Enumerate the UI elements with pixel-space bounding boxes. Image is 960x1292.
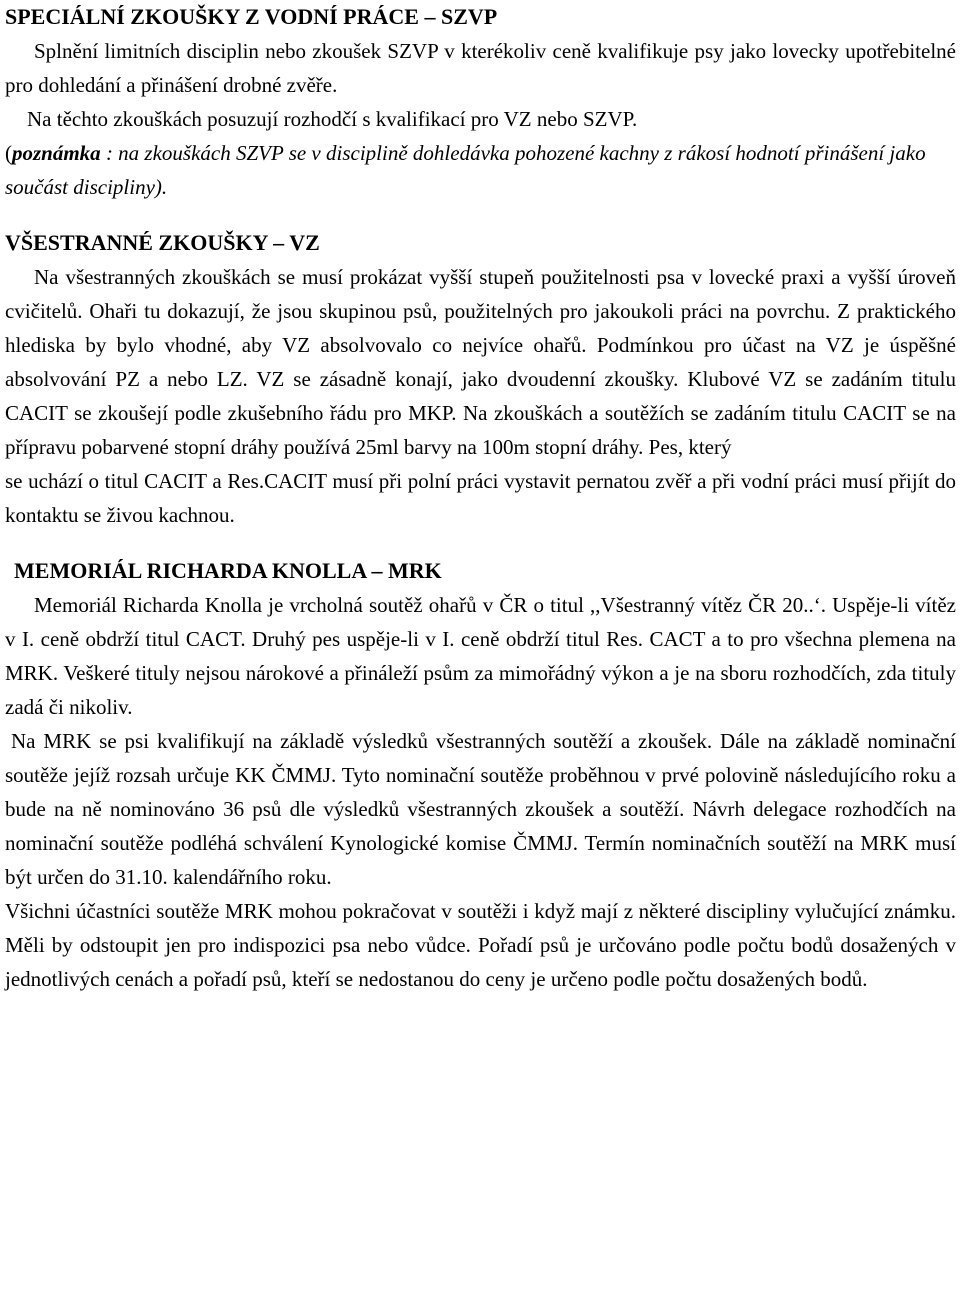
note-label: poznámka xyxy=(12,141,101,165)
spacer xyxy=(5,204,956,226)
paragraph-vz-cacit: se uchází o titul CACIT a Res.CACIT musí při polní práci vystavit pernatou zvěř a při vodní práci musí přijít do kontaktu se živou kachnou. xyxy=(5,469,956,527)
section-mrk xyxy=(5,554,956,996)
paragraph-vz-main: Na všestranných zkouškách se musí prokázat vyšší stupeň použitelnosti psa v lovecké praxi a vyšší úroveň cvičitelů. Ohaři tu dokazují, že jsou skupinou psů, použitelných pro jakoukoli práci na povrchu. Z praktického hlediska by bylo vhodné, aby VZ absolvovalo co nejvíce ohařů. Podmínkou pro účast na VZ je úspěšné absolvování PZ a nebo LZ. VZ se zásadně konají, jako dvoudenní zkoušky. Klubové VZ se zadáním titulu CACIT se zkoušejí podle zkušebního řádu pro MKP. Na zkouškách a soutěžích se zadáním titulu CACIT se na přípravu pobarvené stopní dráhy používá 25ml barvy na 100m stopní dráhy. Pes, který xyxy=(5,265,956,459)
paragraph-mrk-intro: Memoriál Richarda Knolla je vrcholná soutěž ohařů v ČR o titul ,,Všestranný vítěz ČR 20..‘. Uspěje-li vítěz v I. ceně obdrží titul CACT. Druhý pes uspěje-li v I. ceně obdrží titul Res. CACT a to pro všechna plemena na MRK. Veškeré tituly nejsou nárokové a přináleží psům za mimořádný výkon a je na sboru rozhodčích, zda tituly zadá či nikoliv. xyxy=(5,593,956,719)
note-text: : na zkouškách SZVP se v disciplině dohledávka pohozené kachny z rákosí hodnotí přinášení jako součást discipliny). xyxy=(5,141,926,199)
paragraph-szvp-qualification: Splnění limitních disciplin nebo zkoušek SZVP v kterékoliv ceně kvalifikuje psy jako lovecky upotřebitelné pro dohledání a přinášení drobné zvěře. xyxy=(5,39,956,97)
note-open: ( xyxy=(5,141,12,165)
paragraph-mrk-participants: Všichni účastníci soutěže MRK mohou pokračovat v soutěži i když mají z některé discipliny vylučující známku. Měli by odstoupit jen pro indispozici psa nebo vůdce. Pořadí psů je určováno podle počtu bodů dosažených v jednotlivých cenách a pořadí psů, kteří se nedostanou do ceny je určeno podle počtu dosažených bodů. xyxy=(5,899,956,991)
paragraph-szvp-judges: Na těchto zkouškách posuzují rozhodčí s kvalifikací pro VZ nebo SZVP. xyxy=(27,107,638,131)
section-heading-mrk: MEMORIÁL RICHARDA KNOLLA – MRK xyxy=(14,558,442,583)
section-szvp xyxy=(5,0,956,204)
paragraph-mrk-qualification: Na MRK se psi kvalifikují na základě výsledků všestranných soutěží a zkoušek. Dále na základě nominační soutěže jejíž rozsah určuje KK ČMMJ. Tyto nominační soutěže proběhnou v prvé polovině následujícího roku a bude na ně nominováno 36 psů dle výsledků všestranných zkoušek a soutěží. Návrh delegace rozhodčích na nominační soutěže podléhá schválení Kynologické komise ČMMJ. Termín nominačních soutěží na MRK musí být určen do 31.10. kalendářního roku. xyxy=(5,729,956,889)
section-heading-vz: VŠESTRANNÉ ZKOUŠKY – VZ xyxy=(5,230,320,255)
section-heading-szvp: SPECIÁLNÍ ZKOUŠKY Z VODNÍ PRÁCE – SZVP xyxy=(5,4,498,29)
section-vz xyxy=(5,226,956,532)
paragraph-szvp-note xyxy=(5,136,956,204)
spacer xyxy=(5,532,956,554)
